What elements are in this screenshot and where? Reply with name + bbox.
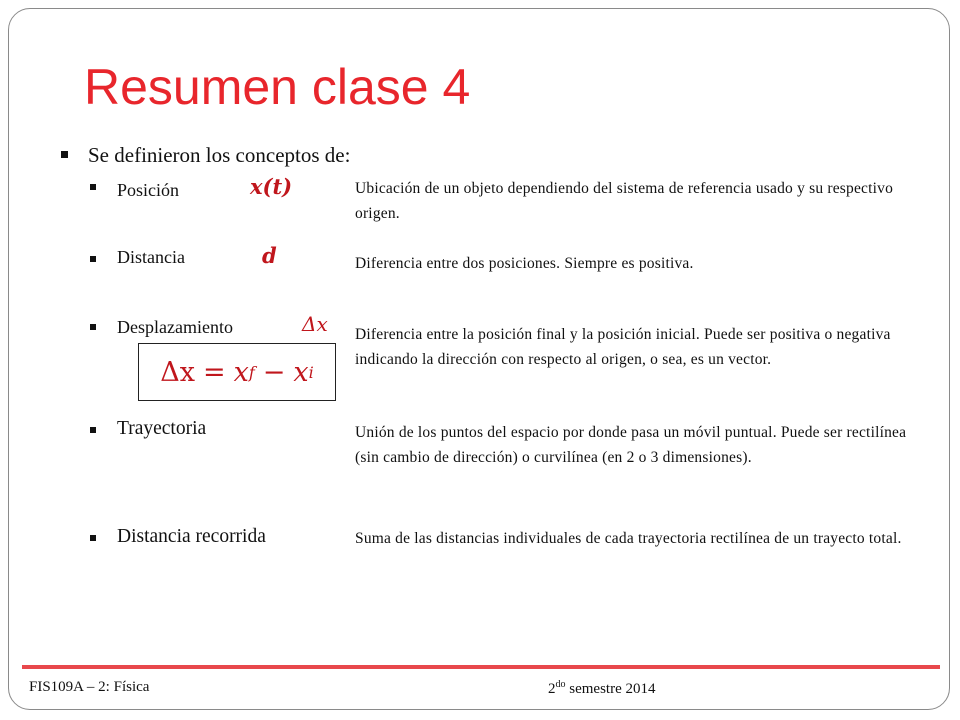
desc-posicion: Ubicación de un objeto dependiendo del sistema de referencia usado y su respectivo origen. <box>355 180 894 222</box>
term-posicion: Posición <box>117 180 180 200</box>
intro-text: Se definieron los conceptos de: <box>88 143 351 167</box>
term-trayectoria: Trayectoria <box>117 418 207 439</box>
desc-distancia: Diferencia entre dos posiciones. Siempre es positiva. <box>355 255 694 272</box>
eq-x-initial: x <box>293 356 309 388</box>
desc-trayectoria: Unión de los puntos del espacio por donde pasa un móvil puntual. Puede ser rectilínea (sin cambio de dirección) o curvilínea (en 2 o 3 dimensiones). <box>355 424 907 466</box>
bullet-square-icon <box>90 256 96 262</box>
bullet-square-icon <box>90 324 96 330</box>
eq-lhs: Δx <box>160 356 195 388</box>
bullet-square-icon <box>90 535 96 541</box>
eq-x-final: x <box>233 356 249 388</box>
eq-minus: − <box>262 356 286 388</box>
footer-divider <box>22 665 940 669</box>
symbol-posicion: x(t) <box>250 174 293 199</box>
footer-semester-num: 2 <box>548 681 556 697</box>
bullet-square-icon <box>90 184 96 190</box>
eq-equals: = <box>202 356 226 388</box>
eq-sub-f: f <box>248 362 255 382</box>
term-desplazamiento: Desplazamiento <box>117 317 233 337</box>
symbol-desplazamiento: Δx <box>302 312 328 336</box>
footer-semester <box>548 679 655 698</box>
footer-semester-sup: do <box>555 679 566 690</box>
displacement-equation <box>138 343 336 401</box>
desc-distancia-recorrida: Suma de las distancias individuales de cada trayectoria rectilínea de un trayecto total. <box>355 530 902 547</box>
footer-semester-rest: semestre 2014 <box>565 681 656 697</box>
bullet-square-icon <box>61 151 68 158</box>
footer-course: FIS109A – 2: Física <box>29 679 150 695</box>
term-distancia-recorrida: Distancia recorrida <box>117 526 266 547</box>
term-distancia: Distancia <box>117 247 185 267</box>
eq-sub-i: i <box>308 362 314 382</box>
slide-title: Resumen clase 4 <box>84 59 471 115</box>
symbol-distancia: d <box>262 243 277 268</box>
bullet-square-icon <box>90 427 96 433</box>
desc-desplazamiento: Diferencia entre la posición final y la posición inicial. Puede ser positiva o negativa indicando la dirección con respecto al origen, o sea, es un vector. <box>355 326 891 368</box>
